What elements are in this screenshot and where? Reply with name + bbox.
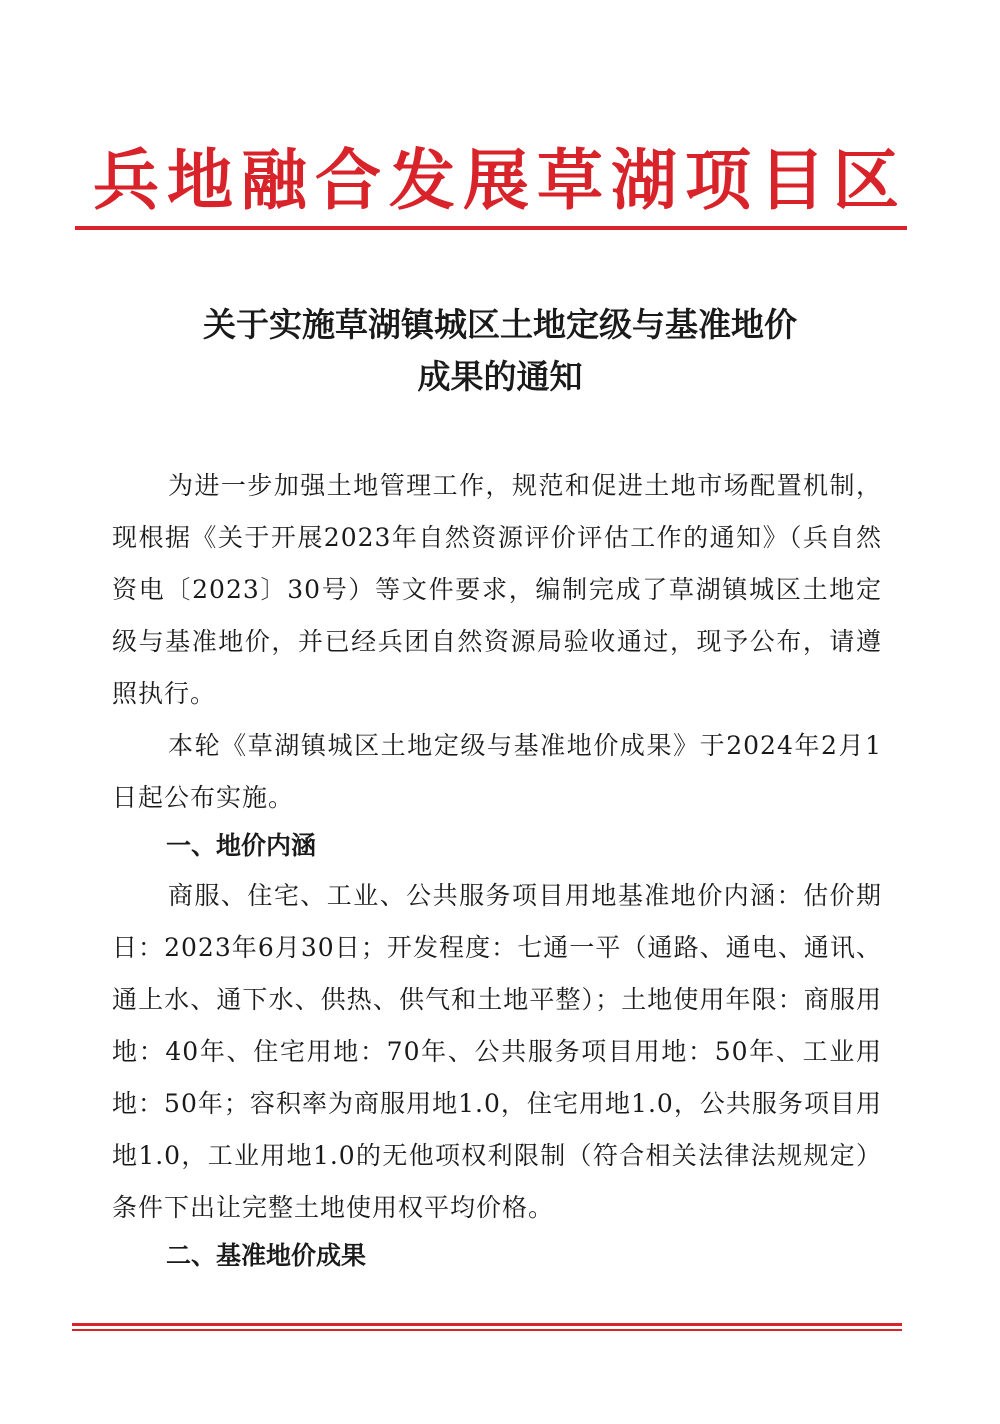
footer-red-rule-bottom: [72, 1329, 902, 1331]
org-header-title: 兵地融合发展草湖项目区: [93, 141, 907, 219]
section-heading-2: 二、基准地价成果: [166, 1241, 367, 1270]
body-paragraph-1: 为进一步加强土地管理工作，规范和促进土地市场配置机制，现根据《关于开展2023年自然资源评价评估工作的通知》（兵自然资电〔2023〕30号）等文件要求，编制完成了草湖镇城区土地定级与基准地价，并已经兵团自然资源局验收通过，现予公布，请遵照执行。: [112, 471, 882, 708]
document-title-line2: 成果的通知: [417, 357, 583, 396]
body-paragraph-2: 本轮《草湖镇城区土地定级与基准地价成果》于2024年2月1日起公布实施。: [112, 731, 882, 812]
section-heading-1: 一、地价内涵: [166, 831, 317, 860]
footer-red-rule-top: [72, 1323, 902, 1326]
header-red-rule: [75, 226, 907, 230]
section-1-paragraph: 商服、住宅、工业、公共服务项目用地基准地价内涵：估价期日：2023年6月30日；开发程度：七通一平（通路、通电、通讯、通上水、通下水、供热、供气和土地平整）；土地使用年限：商服用地：40年、住宅用地：70年、公共服务项目用地：50年、工业用地：50年；容积率为商服用地1.0，住宅用地1.0，公共服务项目用地1.0，工业用地1.0的无他项权利限制（符合相关法律法规规定）条件下出让完整土地使用权平均价格。: [112, 881, 882, 1222]
document-title-line1: 关于实施草湖镇城区土地定级与基准地价: [203, 305, 797, 344]
